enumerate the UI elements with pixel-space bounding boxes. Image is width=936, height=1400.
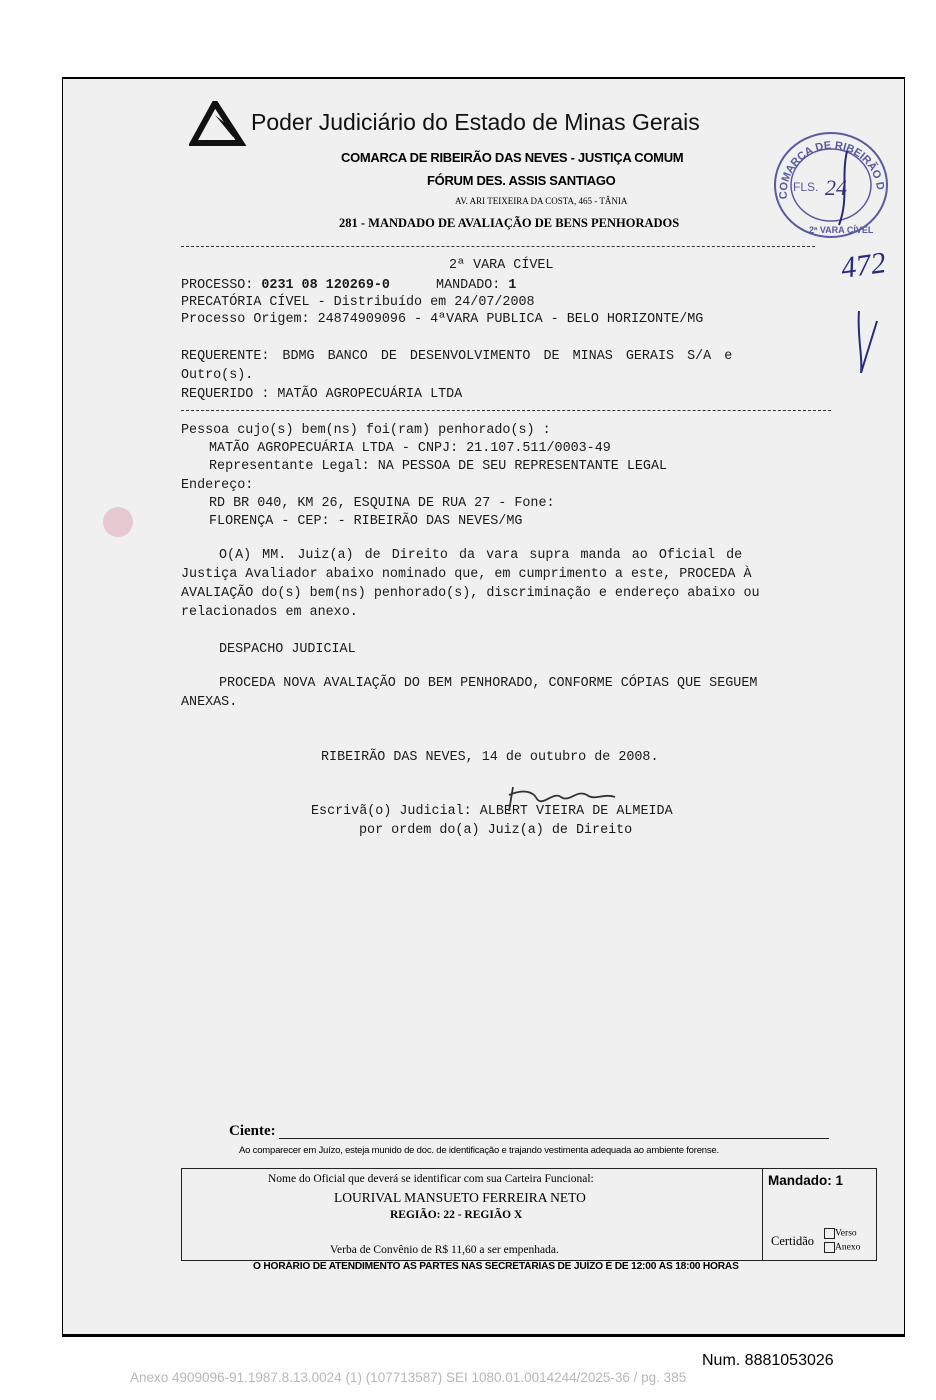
regiao-text: REGIÃO: 22 - REGIÃO X <box>390 1209 523 1221</box>
processo-number: 0231 08 120269-0 <box>261 278 390 293</box>
oficial-box <box>181 1168 877 1261</box>
verba-text: Verba de Convênio de R$ 11,60 a ser empenhada. <box>330 1244 559 1256</box>
anexo-reference: Anexo 4909096-91.1987.8.13.0024 (1) (107713587) SEI 1080.01.0014244/2025-36 / pg. 385 <box>130 1370 687 1385</box>
forum-address: AV. ARI TEIXEIRA DA COSTA, 465 - TÂNIA <box>455 196 628 206</box>
separator-line-middle <box>181 410 831 411</box>
scan-mark <box>103 507 133 537</box>
stamp-fls-label: FLS. <box>793 180 819 194</box>
ciente-note: Ao comparecer em Juízo, esteja munido de doc. de identificação e trajando vestimenta adequada ao ambiente forense. <box>239 1145 719 1156</box>
processo-line <box>181 278 516 293</box>
anexo-label: Anexo <box>835 1242 861 1253</box>
precatoria-line: PRECATÓRIA CÍVEL - Distribuído em 24/07/2008 <box>181 295 535 310</box>
paragraph-line-3: AVALIAÇÃO do(s) bem(ns) penhorado(s), discriminação e endereço abaixo ou <box>181 586 760 601</box>
document-number: Num. 8881053026 <box>702 1352 834 1369</box>
date-line: RIBEIRÃO DAS NEVES, 14 de outubro de 2008. <box>321 750 659 765</box>
stamp-fls-number: 24 <box>825 175 847 200</box>
oficial-label: Nome do Oficial que deverá se identificar com sua Carteira Funcional: <box>268 1173 594 1185</box>
margin-initial-icon <box>853 307 883 377</box>
despacho-line-1: PROCEDA NOVA AVALIAÇÃO DO BEM PENHORADO, CONFORME CÓPIAS QUE SEGUEM <box>219 676 758 691</box>
document-type-heading: 281 - MANDADO DE AVALIAÇÃO DE BENS PENHORADOS <box>339 216 680 230</box>
mandado-box-label: Mandado: 1 <box>768 1173 844 1188</box>
processo-origem-line: Processo Origem: 24874909096 - 4ªVARA PUBLICA - BELO HORIZONTE/MG <box>181 312 704 327</box>
paragraph-line-4: relacionados em anexo. <box>181 605 358 620</box>
comarca-heading: COMARCA DE RIBEIRÃO DAS NEVES - JUSTIÇA COMUM <box>341 150 684 165</box>
anexo-checkbox[interactable] <box>824 1242 835 1253</box>
despacho-title: DESPACHO JUDICIAL <box>219 642 356 657</box>
tjmg-logo-icon <box>189 101 247 147</box>
anexo-checkbox-row[interactable] <box>824 1242 860 1253</box>
verso-checkbox[interactable] <box>824 1228 835 1239</box>
escriva-line: Escrivã(o) Judicial: ALBERT VIEIRA DE ALMEIDA <box>311 804 673 819</box>
ciente-signature-line <box>279 1138 829 1139</box>
por-ordem-line: por ordem do(a) Juiz(a) de Direito <box>359 823 633 838</box>
signature-icon <box>503 781 623 817</box>
endereco-line-1: RD BR 040, KM 26, ESQUINA DE RUA 27 - Fone: <box>209 496 555 511</box>
requerente-line-1: REQUERENTE: BDMG BANCO DE DESENVOLVIMENTO DE MINAS GERAIS S/A e <box>181 349 733 364</box>
certidao-label: Certidão <box>771 1234 815 1248</box>
mandado-number: 1 <box>508 278 517 293</box>
paragraph-line-2: Justiça Avaliador abaixo nominado que, em cumprimento a este, PROCEDA À <box>181 567 752 582</box>
ciente-label: Ciente: <box>229 1123 276 1139</box>
court-stamp <box>769 129 889 242</box>
forum-heading: FÓRUM DES. ASSIS SANTIAGO <box>427 173 616 188</box>
oficial-name: LOURIVAL MANSUETO FERREIRA NETO <box>334 1190 586 1205</box>
document-page <box>62 77 905 1337</box>
institution-title: Poder Judiciário do Estado de Minas Gerais <box>251 109 700 135</box>
representante-line: Representante Legal: NA PESSOA DE SEU REPRESENTANTE LEGAL <box>209 459 668 474</box>
empresa-line: MATÃO AGROPECUÁRIA LTDA - CNPJ: 21.107.511/0003-49 <box>209 441 611 456</box>
vara-heading: 2ª VARA CÍVEL <box>449 258 554 273</box>
stamp-vara: 2ª VARA CÍVEL <box>809 225 874 235</box>
pessoa-line: Pessoa cujo(s) bem(ns) foi(ram) penhorado(s) : <box>181 423 551 438</box>
despacho-line-2: ANEXAS. <box>181 695 238 710</box>
endereco-line-2: FLORENÇA - CEP: - RIBEIRÃO DAS NEVES/MG <box>209 514 523 529</box>
endereco-label: Endereço: <box>181 478 254 493</box>
mandado-label: MANDADO: <box>436 278 501 293</box>
processo-label: PROCESSO: <box>181 278 254 293</box>
separator-line-top <box>181 246 815 247</box>
requerido-line: REQUERIDO : MATÃO AGROPECUÁRIA LTDA <box>181 387 463 402</box>
verso-label: Verso <box>835 1228 857 1239</box>
margin-note: 472 <box>838 246 889 285</box>
horario-text: O HORÁRIO DE ATENDIMENTO ÀS PARTES NAS SECRETARIAS DE JUÍZO É DE 12:00 ÀS 18:00 HORAS <box>253 1261 739 1272</box>
paragraph-line-1: O(A) MM. Juiz(a) de Direito da vara supra manda ao Oficial de <box>219 548 743 563</box>
requerente-line-2: Outro(s). <box>181 368 254 383</box>
verso-checkbox-row[interactable] <box>824 1228 857 1239</box>
stamp-ring-text: COMARCA DE RIBEIRÃO D <box>777 139 887 200</box>
